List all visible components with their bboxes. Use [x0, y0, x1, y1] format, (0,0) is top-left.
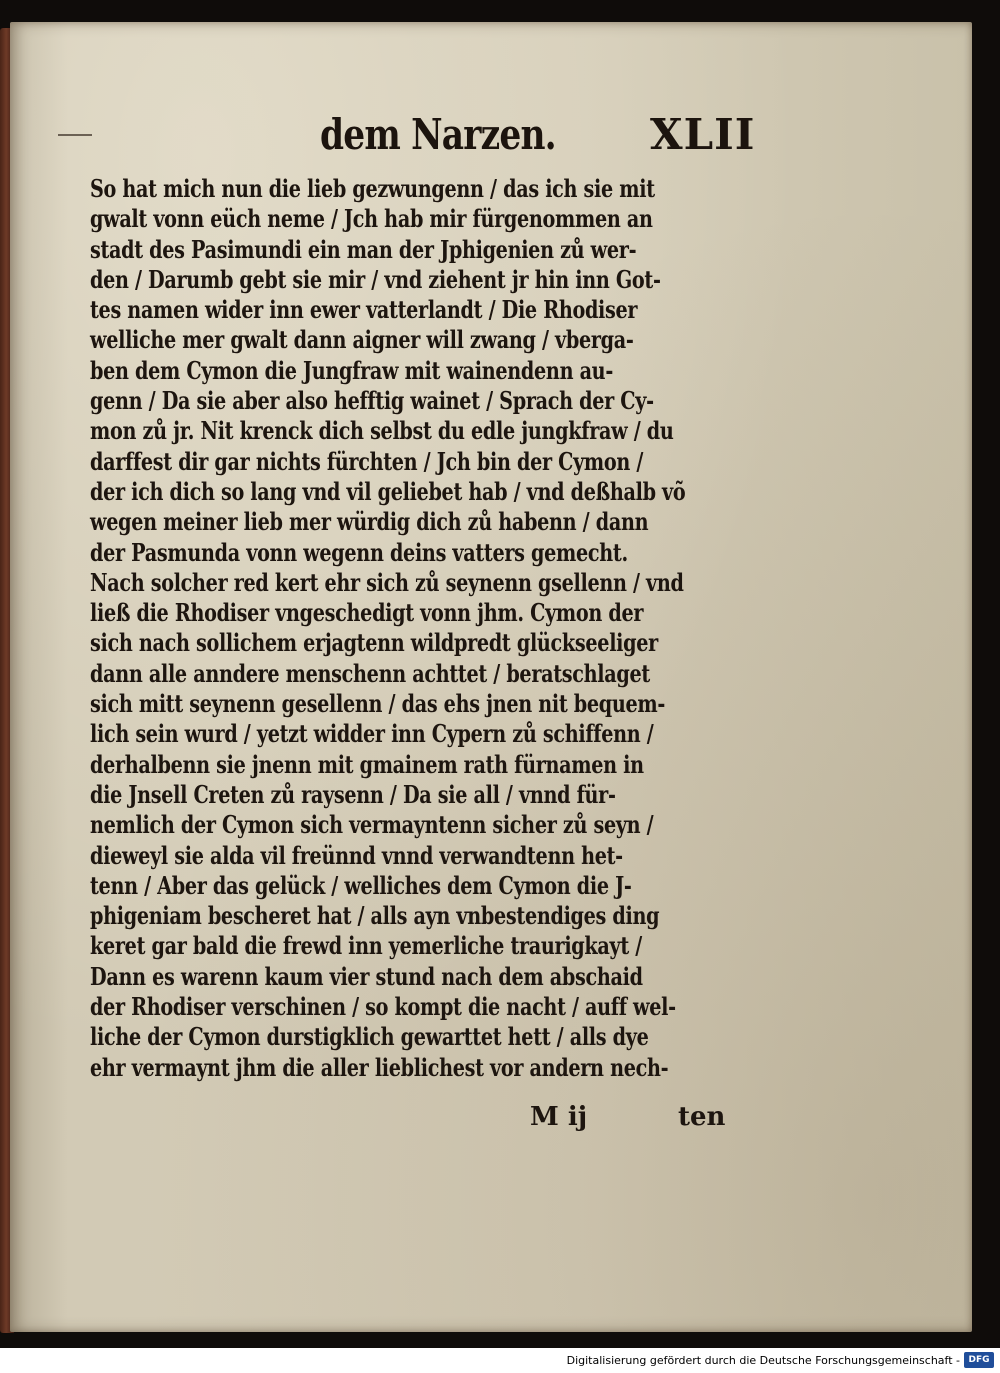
text-line: ben dem Cymon die Jungfraw mit wainendenn au- [90, 355, 613, 385]
body-text [90, 174, 770, 1083]
text-line: welliche mer gwalt dann aigner will zwang / vberga- [90, 325, 634, 355]
credit-bar [0, 1348, 1000, 1373]
folio-number: XLII [650, 110, 756, 159]
text-line: der Pasmunda vonn wegenn deins vatters gemecht. [90, 537, 628, 567]
text-line: sich nach sollichem erjagtenn wildpredt glückseeliger [90, 628, 658, 658]
text-line: dieweyl sie alda vil freünnd vnnd verwandtenn het- [90, 840, 623, 870]
text-line: Nach solcher red kert ehr sich zů seynenn gsellenn / vnd [90, 567, 684, 597]
signature-line [530, 1102, 750, 1136]
text-line: den / Darumb gebt sie mir / vnd ziehent jr hin inn Got- [90, 264, 661, 294]
text-line: tes namen wider inn ewer vatterlandt / Die Rhodiser [90, 295, 638, 325]
running-title: dem Narzen. [320, 110, 556, 159]
text-line: gwalt vonn eüch neme / Jch hab mir fürgenommen an [90, 204, 653, 234]
text-line: darffest dir gar nichts fürchten / Jch bin der Cymon / [90, 446, 644, 476]
text-line: derhalbenn sie jnenn mit gmainem rath fürnamen in [90, 749, 644, 779]
text-line: liche der Cymon durstigklich gewarttet hett / alls dye [90, 1022, 649, 1052]
text-line: ließ die Rhodiser vngeschedigt vonn jhm. Cymon der [90, 598, 644, 628]
text-line: dann alle anndere menschenn achttet / beratschlaget [90, 658, 650, 688]
running-head [320, 104, 960, 164]
text-line: So hat mich nun die lieb gezwungenn / das ich sie mit [90, 174, 655, 203]
text-line: nemlich der Cymon sich vermayntenn sicher zů seyn / [90, 810, 654, 840]
text-line: Dann es warenn kaum vier stund nach dem abschaid [90, 961, 643, 991]
text-line: keret gar bald die frewd inn yemerliche traurigkayt / [90, 931, 642, 961]
book-page [10, 22, 972, 1332]
text-line: wegen meiner lieb mer würdig dich zů habenn / dann [90, 507, 649, 537]
text-line: stadt des Pasimundi ein man der Jphigenien zů wer- [90, 234, 637, 264]
text-line: mon zů jr. Nit krenck dich selbst du edle jungkfraw / du [90, 416, 674, 446]
text-line: ehr vermaynt jhm die aller lieblichest vor andern nech- [90, 1052, 669, 1082]
catchword: ten [678, 1102, 726, 1132]
margin-mark [58, 134, 92, 136]
text-line: der ich dich so lang vnd vil geliebet hab / vnd deßhalb võ [90, 476, 686, 506]
text-line: phigeniam bescheret hat / alls ayn vnbestendiges ding [90, 901, 660, 931]
credit-text: Digitalisierung gefördert durch die Deutsche Forschungsgemeinschaft - [566, 1354, 960, 1367]
dfg-logo: DFG [964, 1352, 994, 1368]
text-line: der Rhodiser verschinen / so kompt die nacht / auff wel- [90, 992, 676, 1022]
text-line: tenn / Aber das gelück / welliches dem Cymon die J- [90, 870, 632, 900]
signature-mark: M ij [530, 1102, 588, 1132]
text-line: lich sein wurd / yetzt widder inn Cypern zů schiffenn / [90, 719, 654, 749]
text-line: die Jnsell Creten zů raysenn / Da sie all / vnnd für- [90, 779, 616, 809]
text-line: genn / Da sie aber also hefftig wainet / Sprach der Cy- [90, 386, 654, 416]
text-line: sich mitt seynenn gesellenn / das ehs jnen nit bequem- [90, 689, 666, 719]
